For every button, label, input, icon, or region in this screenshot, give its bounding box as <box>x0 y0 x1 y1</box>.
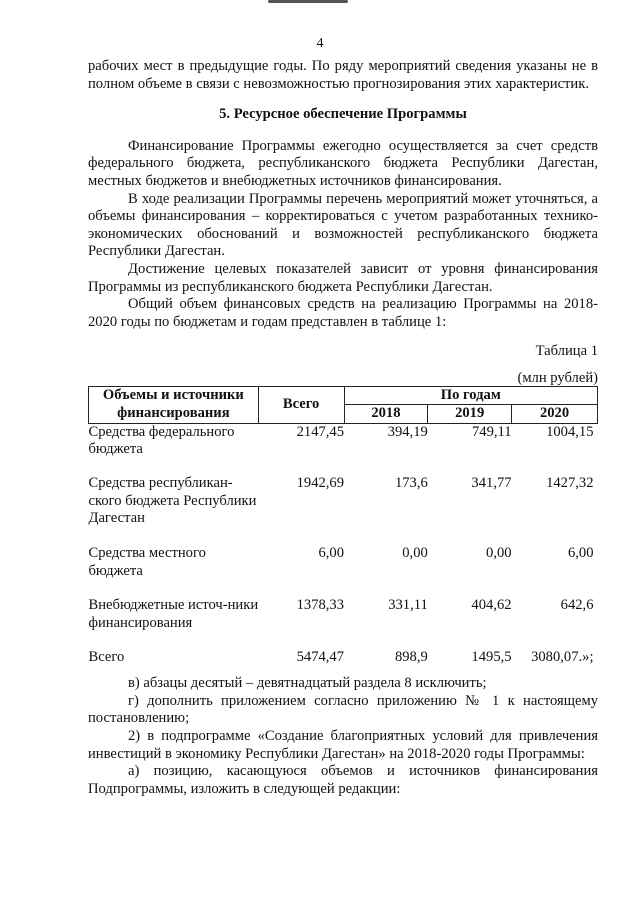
header-year: 2020 <box>512 405 598 424</box>
paragraph: В ходе реализации Программы перечень мероприятий может уточняться, а объемы финансирования – корректироваться с учетом разработанных технико-экономических обоснований и возможностей республиканского бюджета Республики Дагестан. <box>88 190 598 260</box>
row-label: Средства местного бюджета <box>88 545 206 579</box>
row-2019: 404,62 <box>471 597 512 614</box>
row-total: 1942,69 <box>296 475 345 492</box>
row-label: Внебюджетные источ-ники финансирования <box>88 597 259 631</box>
row-total: 5474,47 <box>296 649 345 666</box>
table-row <box>89 597 598 649</box>
row-total: 2147,45 <box>296 423 345 440</box>
row-2019: 749,11 <box>471 423 512 440</box>
table-caption: Таблица 1 <box>535 343 598 360</box>
table-row <box>89 545 598 597</box>
row-total: 6,00 <box>318 545 345 562</box>
section-title: 5. Ресурсное обеспечение Программы <box>219 106 467 123</box>
row-2020: 6,00 <box>567 545 594 562</box>
row-2018: 173,6 <box>394 475 428 492</box>
paragraph: а) позицию, касающуюся объемов и источников финансирования Подпрограммы, изложить в следующей редакции: <box>88 763 598 797</box>
row-2018: 394,19 <box>387 423 428 440</box>
paragraph: г) дополнить приложением согласно приложению № 1 к настоящему постановлению; <box>88 692 598 727</box>
intro-paragraph: рабочих мест в предыдущие годы. По ряду мероприятий сведения указаны не в полном объеме в связи с невозможностью прогнозирования этих характеристик. <box>88 58 598 92</box>
header-total: Всего <box>258 386 344 423</box>
paragraph: 2) в подпрограмме «Создание благоприятных условий для привлечения инвестиций в экономику Республики Дагестан» на 2018-2020 годы Программы: <box>88 727 598 762</box>
row-2018: 331,11 <box>388 597 428 614</box>
row-2019: 1495,5 <box>471 649 512 666</box>
row-label: Средства федерального бюджета <box>88 423 235 458</box>
table-row <box>89 423 598 475</box>
header-by-years: По годам <box>344 386 597 405</box>
financing-table <box>88 386 598 670</box>
paragraph: Общий объем финансовых средств на реализацию Программы на 2018-2020 годы по бюджетам и годам представлен в таблице 1: <box>88 296 598 330</box>
paragraph: Финансирование Программы ежегодно осуществляется за счет средств федерального бюджета, республиканского бюджета Республики Дагестан, местных бюджетов и внебюджетных источников финансирования. <box>88 137 598 189</box>
document-body <box>88 58 598 798</box>
row-2019: 0,00 <box>486 545 512 562</box>
paragraph: в) абзацы десятый – девятнадцатый раздела 8 исключить; <box>128 675 487 692</box>
table-units: (млн рублей) <box>517 369 598 386</box>
row-2018: 898,9 <box>394 649 428 666</box>
header-year: 2019 <box>428 405 512 424</box>
row-2020: 1004,15 <box>546 423 594 440</box>
table-row <box>89 649 598 669</box>
row-2019: 341,77 <box>471 475 512 492</box>
header-year: 2018 <box>344 405 428 424</box>
row-2020: 3080,07.»; <box>531 649 594 666</box>
paragraph: Достижение целевых показателей зависит от уровня финансирования Программы из республиканского бюджета Республики Дагестан. <box>88 260 598 295</box>
row-label: Всего <box>88 649 125 666</box>
row-total: 1378,33 <box>296 597 345 614</box>
row-label: Средства республикан-ского бюджета Республики Дагестан <box>88 475 257 527</box>
page-number: 4 <box>316 36 324 51</box>
header-source: Объемы и источники финансирования <box>89 386 259 423</box>
table-row <box>89 475 598 545</box>
after-table-block <box>88 675 598 798</box>
row-2018: 0,00 <box>402 545 428 562</box>
scan-mark <box>268 0 348 3</box>
row-2020: 642,6 <box>560 597 594 614</box>
row-2020: 1427,32 <box>546 475 594 492</box>
